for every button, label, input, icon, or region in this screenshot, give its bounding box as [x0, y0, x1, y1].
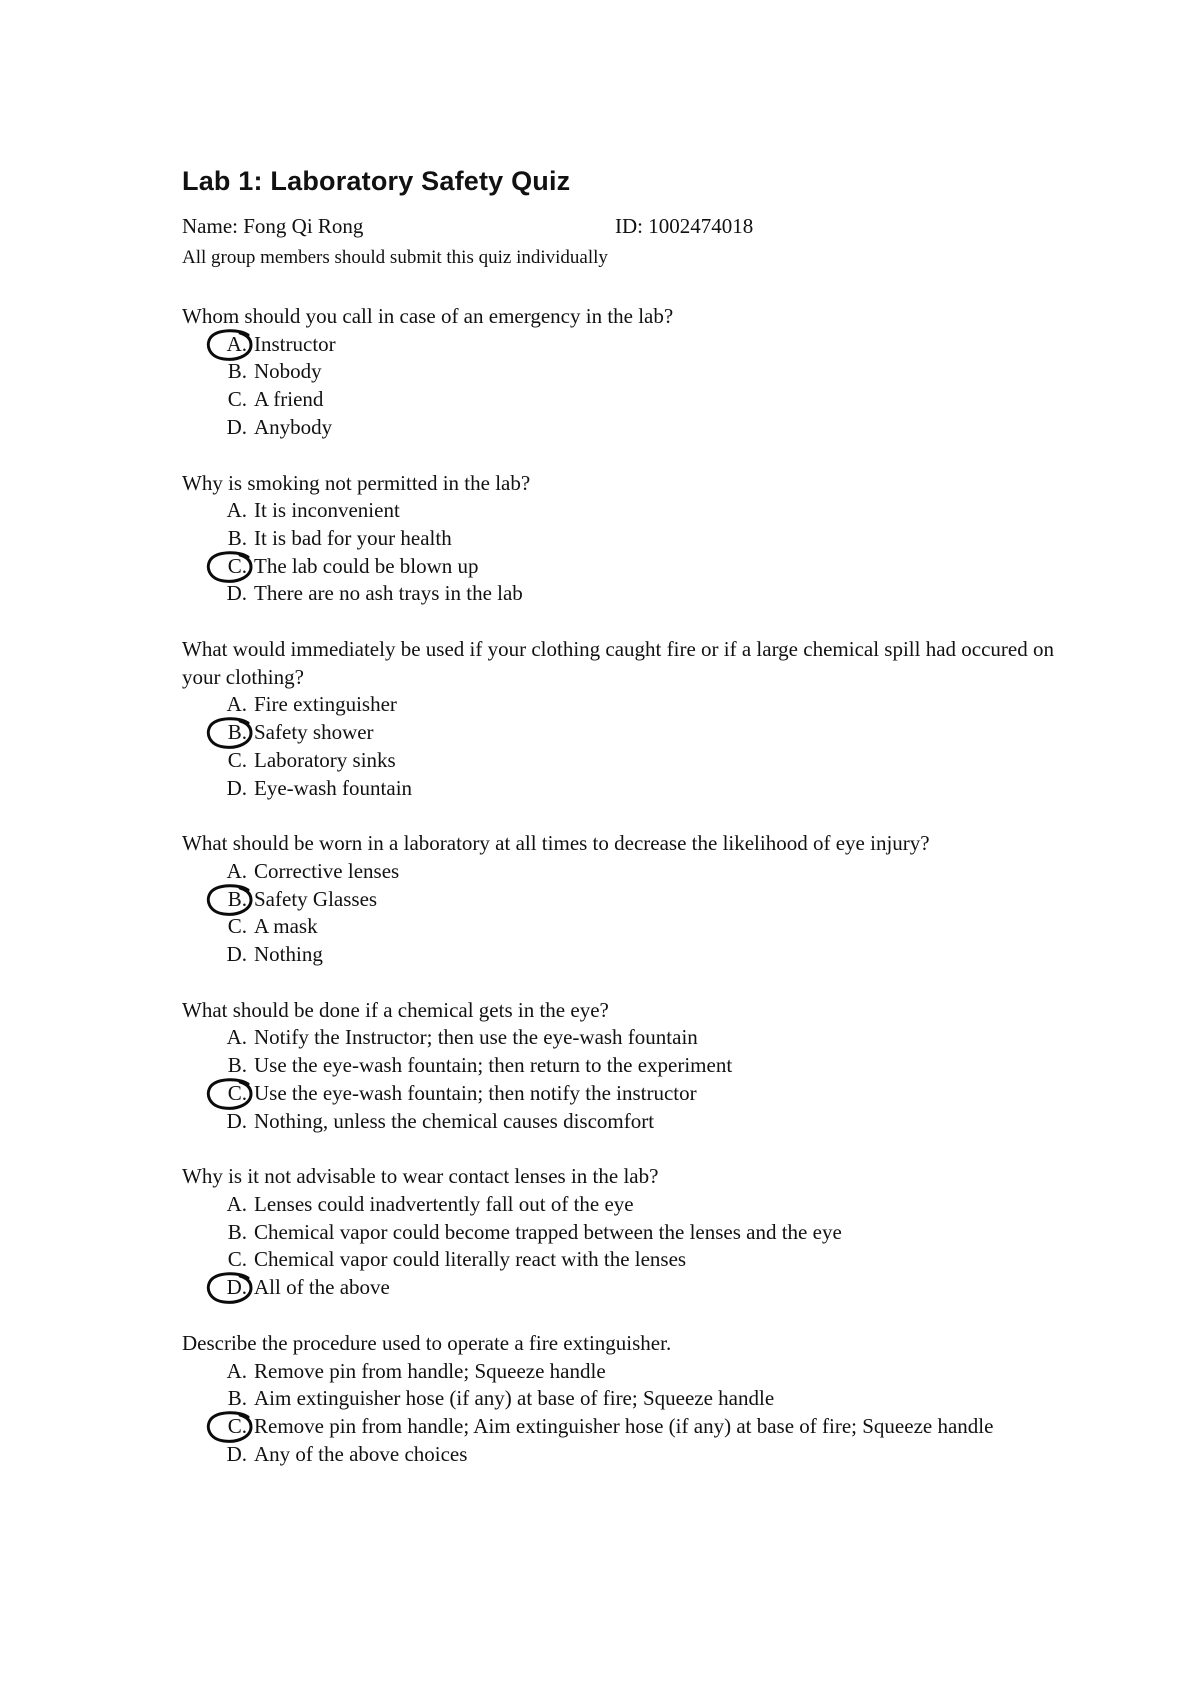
option-list — [182, 691, 1082, 802]
question-text: Whom should you call in case of an emergency in the lab? — [182, 304, 674, 328]
option-d — [182, 775, 1082, 803]
submission-note: All group members should submit this quiz individually — [182, 247, 608, 268]
option-list — [182, 1191, 1082, 1302]
option-text: Notify the Instructor; then use the eye-wash fountain — [254, 1025, 698, 1050]
option-text: The lab could be blown up — [254, 553, 479, 578]
option-text: Aim extinguisher hose (if any) at base of fire; Squeeze handle — [254, 1386, 775, 1411]
option-text: Anybody — [254, 414, 333, 439]
option-letter: A. — [226, 858, 247, 883]
option-text: Any of the above choices — [254, 1441, 468, 1466]
option-letter: D. — [226, 414, 247, 439]
option-letter: A. — [226, 331, 247, 356]
option-c — [182, 1246, 1082, 1274]
option-letter: B. — [227, 1053, 247, 1078]
option-list — [182, 858, 1082, 969]
option-letter: A. — [226, 1025, 247, 1050]
option-d — [182, 1108, 1082, 1136]
option-text: Safety Glasses — [254, 886, 378, 911]
option-c — [182, 747, 1082, 775]
option-letter: D. — [226, 1441, 247, 1466]
option-letter: C. — [227, 1247, 247, 1272]
option-d — [182, 580, 1082, 608]
option-letter: D. — [226, 942, 247, 967]
option-d — [182, 414, 1082, 442]
option-text: It is bad for your health — [254, 525, 452, 550]
option-letter: C. — [227, 914, 247, 939]
option-letter: C. — [227, 747, 247, 772]
option-b — [182, 358, 1082, 386]
option-text: Corrective lenses — [254, 858, 400, 883]
question-text: What would immediately be used if your clothing caught fire or if a large chemical spill had occured on your clothing? — [182, 637, 1054, 689]
option-b — [182, 525, 1082, 553]
option-letter: D. — [226, 1275, 247, 1300]
option-letter: A. — [226, 692, 247, 717]
option-d — [182, 1441, 1082, 1469]
option-d — [182, 941, 1082, 969]
option-a — [182, 1191, 1082, 1219]
option-letter: C. — [227, 1080, 247, 1105]
option-d — [182, 1274, 1082, 1302]
option-b — [182, 886, 1082, 914]
option-letter: B. — [227, 525, 247, 550]
option-a — [182, 1358, 1082, 1386]
option-c — [182, 386, 1082, 414]
option-text: Instructor — [254, 331, 336, 356]
page-title: Lab 1: Laboratory Safety Quiz — [182, 166, 571, 196]
student-id: ID: 1002474018 — [615, 214, 754, 238]
option-c — [182, 913, 1082, 941]
option-text: Fire extinguisher — [254, 692, 397, 717]
question-5 — [182, 997, 1082, 1136]
option-a — [182, 497, 1082, 525]
option-c — [182, 1080, 1082, 1108]
option-text: Use the eye-wash fountain; then return to the experiment — [254, 1053, 733, 1078]
option-a — [182, 691, 1082, 719]
option-letter: B. — [227, 359, 247, 384]
question-text: What should be done if a chemical gets in the eye? — [182, 997, 609, 1022]
option-letter: A. — [226, 498, 247, 523]
question-2 — [182, 470, 1082, 609]
option-list — [182, 331, 1082, 442]
option-text: Nobody — [254, 359, 322, 384]
option-b — [182, 1385, 1082, 1413]
option-a — [182, 331, 1082, 359]
option-letter: C. — [227, 387, 247, 412]
option-text: Remove pin from handle; Aim extinguisher hose (if any) at base of fire; Squeeze handle — [254, 1413, 994, 1438]
question-6 — [182, 1163, 1082, 1302]
option-letter: B. — [227, 1219, 247, 1244]
option-letter: B. — [227, 720, 247, 745]
option-text: Lenses could inadvertently fall out of the eye — [254, 1191, 634, 1216]
option-letter: D. — [226, 581, 247, 606]
question-7 — [182, 1330, 1082, 1469]
question-text: Why is smoking not permitted in the lab? — [182, 470, 531, 495]
option-text: It is inconvenient — [254, 498, 400, 523]
option-c — [182, 553, 1082, 581]
option-list — [182, 1358, 1082, 1469]
option-letter: A. — [226, 1358, 247, 1383]
question-3 — [182, 636, 1082, 802]
option-b — [182, 719, 1082, 747]
option-text: A mask — [254, 914, 318, 939]
option-text: Laboratory sinks — [254, 747, 396, 772]
option-text: All of the above — [254, 1275, 390, 1300]
option-letter: D. — [226, 1108, 247, 1133]
option-letter: B. — [227, 886, 247, 911]
option-letter: C. — [227, 1413, 247, 1438]
option-a — [182, 1024, 1082, 1052]
option-text: Chemical vapor could become trapped between the lenses and the eye — [254, 1219, 842, 1244]
option-text: Remove pin from handle; Squeeze handle — [254, 1358, 606, 1383]
question-text: Describe the procedure used to operate a fire extinguisher. — [182, 1330, 672, 1355]
option-text: Safety shower — [254, 720, 374, 745]
question-4 — [182, 830, 1082, 969]
option-text: Use the eye-wash fountain; then notify the instructor — [254, 1080, 697, 1105]
option-text: Nothing — [254, 942, 323, 967]
option-a — [182, 858, 1082, 886]
question-text: Why is it not advisable to wear contact lenses in the lab? — [182, 1164, 659, 1189]
student-name: Name: Fong Qi Rong — [182, 214, 364, 238]
option-b — [182, 1052, 1082, 1080]
option-letter: C. — [227, 553, 247, 578]
option-letter: B. — [227, 1386, 247, 1411]
option-text: Nothing, unless the chemical causes discomfort — [254, 1108, 655, 1133]
option-list — [182, 497, 1082, 608]
option-letter: A. — [226, 1191, 247, 1216]
option-text: Eye-wash fountain — [254, 775, 413, 800]
option-list — [182, 1024, 1082, 1135]
option-text: A friend — [254, 387, 324, 412]
option-c — [182, 1413, 1082, 1441]
option-text: There are no ash trays in the lab — [254, 581, 523, 606]
option-b — [182, 1219, 1082, 1247]
question-text: What should be worn in a laboratory at all times to decrease the likelihood of eye injury? — [182, 831, 930, 856]
question-list — [182, 303, 1082, 1496]
option-letter: D. — [226, 775, 247, 800]
option-text: Chemical vapor could literally react with the lenses — [254, 1247, 687, 1272]
question-1 — [182, 303, 1082, 442]
